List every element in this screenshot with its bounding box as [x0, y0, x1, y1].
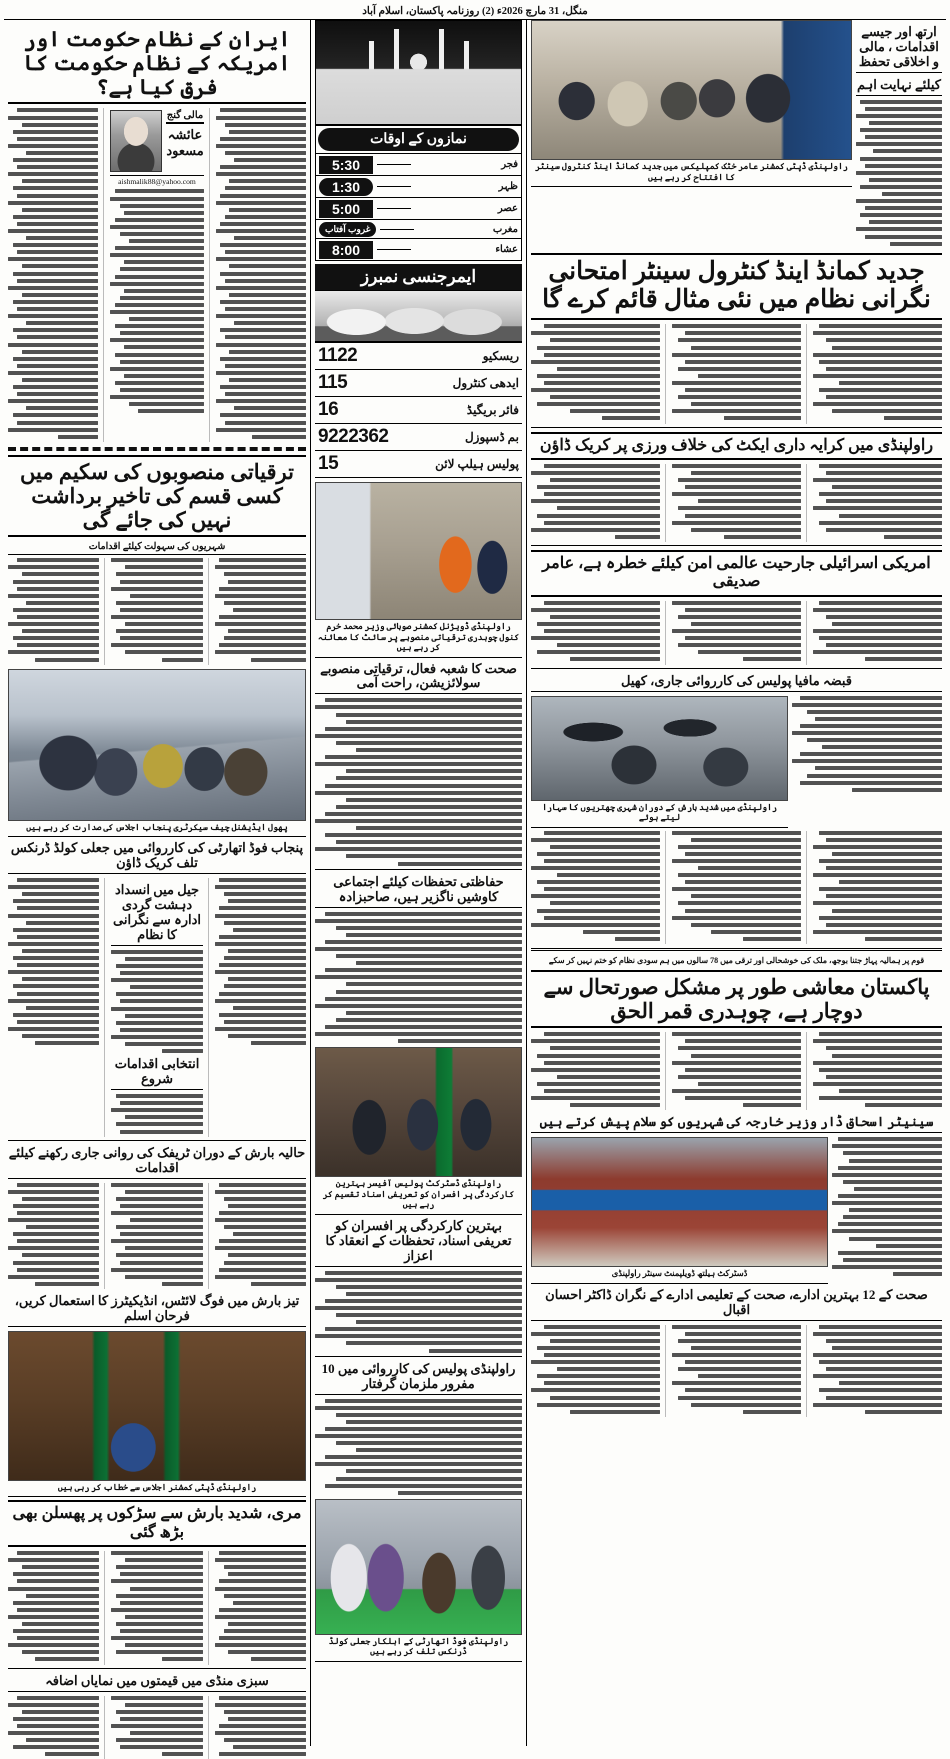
caption-inauguration: راولپنڈی ڈپٹی کمشنر عامر خٹک کمپلیکس میں جدید کمانڈ اینڈ کنٹرول سینٹر کا افتتاح کر رہے ہیں — [531, 160, 852, 187]
caption-rain: راولپنڈی میں شدید بارش کے دوران شہری چھتریوں کا سہارا لیتے ہوئے — [531, 801, 788, 828]
subline-nation: قوم پر ہمالیہ پہاڑ جتنا بوجھ، ملک کی خوشحالی اور ترقی میں 78 سالوں میں ہم سودی نظام کو ختم نہیں کر سکے — [531, 955, 942, 966]
prayer-row — [316, 153, 521, 175]
caption-food: راولپنڈی فوڈ اتھارٹی کے اہلکار جعلی کولڈ ڈرنکس تلف کر رہے ہیں — [315, 1635, 522, 1662]
prayer-label: عشاء — [415, 244, 518, 255]
photo-site-visit — [315, 482, 522, 620]
caption-office: راولپنڈی ڈپٹی کمشنر اجلاس سے خطاب کر رہی ہیں — [8, 1481, 306, 1498]
emergency-row — [315, 450, 522, 478]
prayer-dash — [377, 186, 411, 187]
economy-body — [531, 1032, 942, 1110]
prayer-dash — [377, 208, 411, 209]
headline-elections: انتخابی اقدامات شروع — [111, 1056, 202, 1090]
rain-side-text — [792, 696, 942, 828]
emergency-label: پولیس ہیلپ لائن — [338, 457, 519, 472]
protection-body — [315, 912, 522, 1044]
photo-office — [8, 1331, 306, 1481]
prayer-label: عصر — [415, 203, 518, 214]
prayer-row — [316, 219, 521, 238]
murree-body — [8, 1551, 306, 1665]
headline-traffic: حالیہ بارش کے دوران ٹریفک کی روانی جاری رکھنے کیلئے اقدامات — [8, 1145, 306, 1179]
prayer-dash — [380, 229, 414, 230]
headline-rescue-news: جیل میں انسداد دہشت گردی ادارہ سے نگرانی کا نظام — [111, 882, 202, 946]
minaret-illustration — [315, 20, 522, 125]
vegetables-body — [8, 1696, 306, 1759]
photo-meeting — [8, 669, 306, 821]
emergency-row — [315, 423, 522, 450]
photo-police-award — [315, 1047, 522, 1177]
emergency-label: فائر بریگیڈ — [338, 403, 519, 418]
opinion-body — [8, 108, 306, 441]
headline-police-award: بہترین کارکردگی پر افسران کو تعریفی اسناد، تحفظات کے انعقاد کا اعزاز — [315, 1218, 522, 1267]
subline-important: کیلئے نہایت اہم — [856, 77, 942, 96]
emergency-title: ایمرجنسی نمبرز — [315, 264, 522, 290]
headline-vegetables: سبزی منڈی میں قیمتوں میں نمایاں اضافہ — [8, 1673, 306, 1692]
headline-health-doctor: صحت کے 12 بہترین ادارے، صحت کے تعلیمی ادارے کے نگران ڈاکٹر احسان اقبال — [531, 1287, 942, 1321]
prayer-row — [316, 197, 521, 219]
subline-ishaq-dar: سینیٹر اسحاق ڈار وزیر خارجہ کی شہریوں کو سلام پیش کرتے ہیں — [531, 1114, 942, 1133]
column-left — [4, 20, 310, 1746]
emergency-label: ریسکیو — [357, 349, 519, 364]
prayer-value: 5:30 — [319, 156, 373, 174]
photo-rain — [531, 696, 788, 801]
headline-israel-aggression: امریکی اسرائیلی جارحیت عالمی امن کیلئے خطرہ ہے، عامر صدیقی — [531, 550, 942, 597]
prayer-value: 5:00 — [319, 200, 373, 218]
subline-city: شہریوں کی سہولت کیلئے اقدامات — [8, 541, 306, 555]
masthead — [4, 3, 946, 20]
prayer-times-panel — [315, 125, 522, 261]
headline-punjab-crackdown: پنجاب فوڈ اتھارٹی کی کارروائی میں جعلی کولڈ ڈرنکس تلف کریک ڈاؤن — [8, 840, 306, 874]
photo-ambulances — [315, 290, 522, 342]
emergency-number: 16 — [318, 399, 338, 421]
caption-site: راولپنڈی ڈویژنل کمشنر صوبائی وزیر محمد خرم کنول چوہدری ترقیاتی منصوبے پر سائٹ کا معائنہ کر رہے ہیں — [315, 620, 522, 658]
emergency-row — [315, 342, 522, 369]
prayer-value: 1:30 — [319, 178, 373, 196]
right-lead-text — [856, 20, 942, 249]
page-columns — [4, 20, 946, 1746]
emergency-row — [315, 369, 522, 396]
building-side-text — [832, 1137, 942, 1284]
headline-command-center: جدید کمانڈ اینڈ کنٹرول سینٹر امتحانی نگرانی نظام میں نئی مثال قائم کرے گا — [531, 253, 942, 321]
prayer-label: مغرب — [418, 224, 518, 235]
health-dept-body — [315, 698, 522, 865]
caption-award: راولپنڈی ڈسٹرکٹ پولیس آفیسر بہترین کارکردگی پر افسران کو تعریفی اسناد تقسیم کر رہے ہیں — [315, 1177, 522, 1215]
health-doctor-body — [531, 1325, 942, 1417]
headline-crackdown-right: راولپنڈی میں کرایہ داری ایکٹ کی خلاف ورزی پر کریک ڈاؤن — [531, 432, 942, 460]
crackdown-body — [531, 464, 942, 542]
emergency-number: 115 — [318, 372, 347, 394]
headline-anti-encroach: قبضہ مافیا پولیس کی کارروائی جاری، کھیل — [531, 673, 942, 692]
columnist-email: aishmalik88@yahoo.com — [110, 175, 203, 186]
command-center-body — [531, 324, 942, 423]
columnist-name: عائشہ مسعود — [166, 127, 203, 158]
headline-dev-schemes: ترقیاتی منصوبوں کی سکیم میں کسی قسم کی تاخیر برداشت نہیں کی جائے گی — [8, 455, 306, 537]
dev-schemes-body — [8, 558, 306, 664]
headline-murree-rain: مری، شدید بارش سے سڑکوں پر پھسلن بھی بڑھ گئی — [8, 1500, 306, 1547]
photo-inauguration — [531, 20, 852, 160]
headline-fog-lights: تیز بارش میں فوگ لائٹس، انڈیکیٹرز کا استعمال کریں، فرحان اسلم — [8, 1293, 306, 1327]
photo-health-building — [531, 1137, 828, 1267]
headline-protection: حفاظتی تحفظات کیلئے اجتماعی کاوشیں ناگزیر ہیں، صاحبزادہ — [315, 874, 522, 908]
emergency-label: ایدھی کنٹرول — [347, 376, 519, 391]
emergency-number: 9222362 — [318, 426, 388, 448]
body-text — [856, 100, 942, 246]
emergency-number: 15 — [318, 453, 338, 475]
caption-meeting: پھول ایڈیشنل چیف سیکرٹری پنجاب اجلاس کی صدارت کر رہے ہیں — [8, 821, 306, 838]
israel-body — [531, 601, 942, 665]
prayer-label: فجر — [415, 159, 518, 170]
column-middle — [310, 20, 526, 1746]
headline-opinion-main: ایران کے نظام حکومت اور امریکہ کے نظام حکومت کا فرق کیا ہے؟ — [8, 24, 306, 104]
caption-building: ڈسٹرکٹ ہیلتھ ڈویلپمنٹ سینٹر راولپنڈی — [531, 1267, 828, 1284]
headline-health-dept: صحت کا شعبہ فعال، ترقیاتی منصوبے سولائزیشن، راحت آمی — [315, 661, 522, 695]
prayer-dash — [377, 249, 411, 250]
prayer-value: غروب آفتاب — [319, 222, 376, 237]
columnist-photo — [110, 110, 162, 172]
minaret-towers — [316, 21, 521, 124]
subline-another-step: ارتھ اور جیسے اقدامات ، مالی و اخلاقی تحفظ — [856, 24, 942, 73]
column-right — [526, 20, 946, 1746]
emergency-number: 1122 — [318, 345, 357, 367]
emergency-row — [315, 396, 522, 423]
columnist-tag: مالی گنج — [166, 110, 203, 124]
prayer-row — [316, 238, 521, 260]
photo-food-authority — [315, 1499, 522, 1635]
police-action-body — [315, 1399, 522, 1495]
prayer-times-title: نمازوں کے اوقات — [318, 128, 519, 151]
prayer-row — [316, 175, 521, 197]
prayer-dash — [377, 164, 411, 165]
columnist-card — [110, 110, 203, 172]
headline-economy-hospital: پاکستان معاشی طور پر مشکل صورتحال سے دوچار ہے، چوہدری قمر الحق — [531, 970, 942, 1028]
prayer-label: ظہر — [415, 181, 518, 192]
rain-body — [531, 831, 942, 945]
emergency-list — [315, 342, 522, 478]
prayer-value: 8:00 — [319, 241, 373, 259]
traffic-body — [8, 1183, 306, 1289]
punjab-crackdown-body — [8, 878, 306, 1137]
headline-police-action: راولپنڈی پولیس کی کارروائی میں 10 مفرور ملزمان گرفتار — [315, 1361, 522, 1395]
emergency-label: بم ڈسپوزل — [388, 430, 519, 445]
police-award-body — [315, 1271, 522, 1353]
masthead-line: منگل، 31 مارچ 2026ء (2) روزنامہ پاکستان، اسلام آباد — [362, 5, 588, 17]
